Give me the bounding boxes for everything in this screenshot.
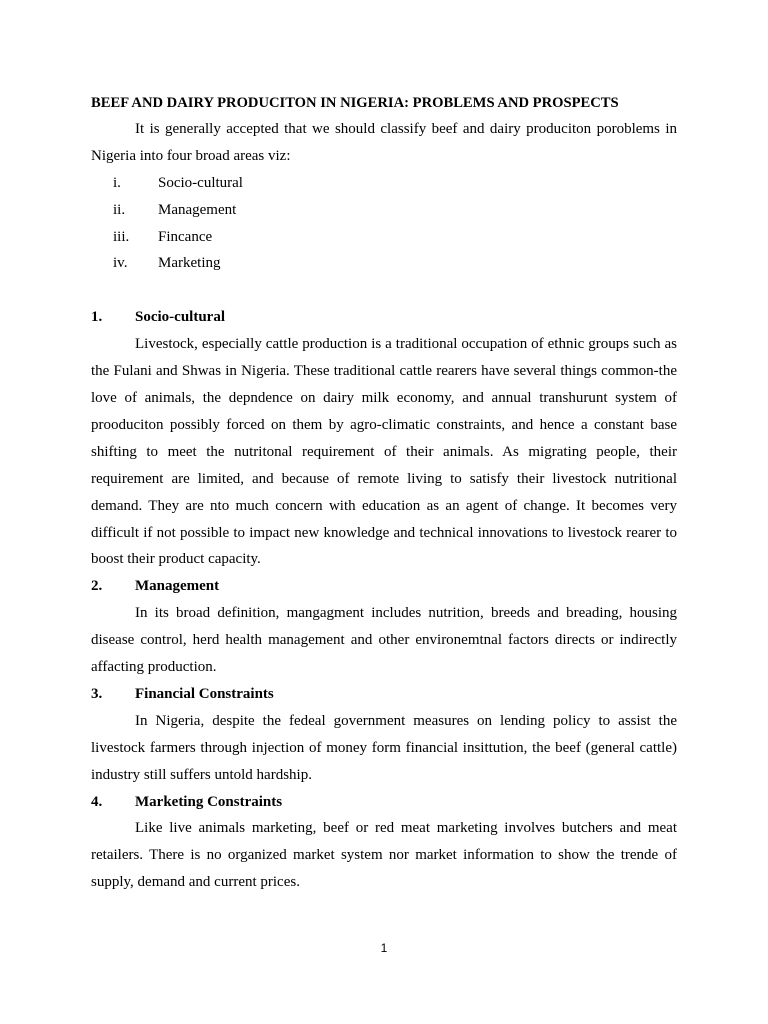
- list-item-label: Management: [158, 201, 237, 218]
- section-heading-socio-cultural: [91, 304, 677, 331]
- document-title: BEEF AND DAIRY PRODUCITON IN NIGERIA: PROBLEMS AND PROSPECTS: [91, 95, 619, 111]
- document-page: [91, 90, 677, 896]
- blank-line: [91, 277, 677, 304]
- section-number: 1.: [91, 309, 103, 326]
- section-title: Financial Constraints: [135, 685, 274, 702]
- list-item: [91, 250, 677, 277]
- list-item-label: Marketing: [158, 255, 221, 272]
- section-number: 3.: [91, 685, 103, 702]
- list-item-number: iv.: [113, 255, 128, 272]
- list-item-number: i.: [113, 174, 121, 191]
- section-heading-management: [91, 573, 677, 600]
- list-item-label: Socio-cultural: [158, 174, 243, 191]
- problem-areas-list: [91, 170, 677, 278]
- list-item: [91, 197, 677, 224]
- section-title: Socio-cultural: [135, 309, 225, 326]
- section-heading-financial-constraints: [91, 681, 677, 708]
- section-heading-marketing-constraints: [91, 789, 677, 816]
- section-body-marketing-constraints: Like live animals marketing, beef or red meat marketing involves butchers and meat retailers. There is no organized market system nor market information to show the trende of supply, demand and current prices.: [91, 820, 677, 891]
- section-body-financial-constraints: In Nigeria, despite the fedeal government measures on lending policy to assist the livestock farmers through injection of money form financial insittution, the beef (general cattle) industry still suffers untold hardship.: [91, 712, 677, 783]
- section-body-socio-cultural: Livestock, especially cattle production is a traditional occupation of ethnic groups such as the Fulani and Shwas in Nigeria. These traditional cattle rearers have several things common-the love of animals, the depndence on dairy milk economy, and annual transhurunt system of prooduciton possibly forced on them by agro-climatic constraints, and hence a constant base shifting to meet the nutritonal requirement of their animals. As migrating people, their requirement are limited, and because of remote living to satisfy their livestock nutritional demand. They are nto much concern with education as an agent of change. It becomes very difficult if not possible to impact new knowledge and technical innovations to livestock rearer to boost their product capacity.: [91, 336, 677, 568]
- section-title: Marketing Constraints: [135, 793, 283, 810]
- intro-paragraph: It is generally accepted that we should classify beef and dairy produciton poroblems in Nigeria into four broad areas viz:: [91, 121, 677, 164]
- list-item-number: iii.: [113, 228, 130, 245]
- section-body-management: In its broad definition, mangagment includes nutrition, breeds and breading, housing disease control, herd health management and other environemtnal factors directs or indirectly affacting production.: [91, 605, 677, 676]
- section-number: 4.: [91, 793, 103, 810]
- list-item: [91, 170, 677, 197]
- list-item: [91, 224, 677, 251]
- section-title: Management: [135, 578, 220, 595]
- page-number: 1: [380, 941, 388, 955]
- section-number: 2.: [91, 578, 103, 595]
- list-item-number: ii.: [113, 201, 126, 218]
- list-item-label: Fincance: [158, 228, 213, 245]
